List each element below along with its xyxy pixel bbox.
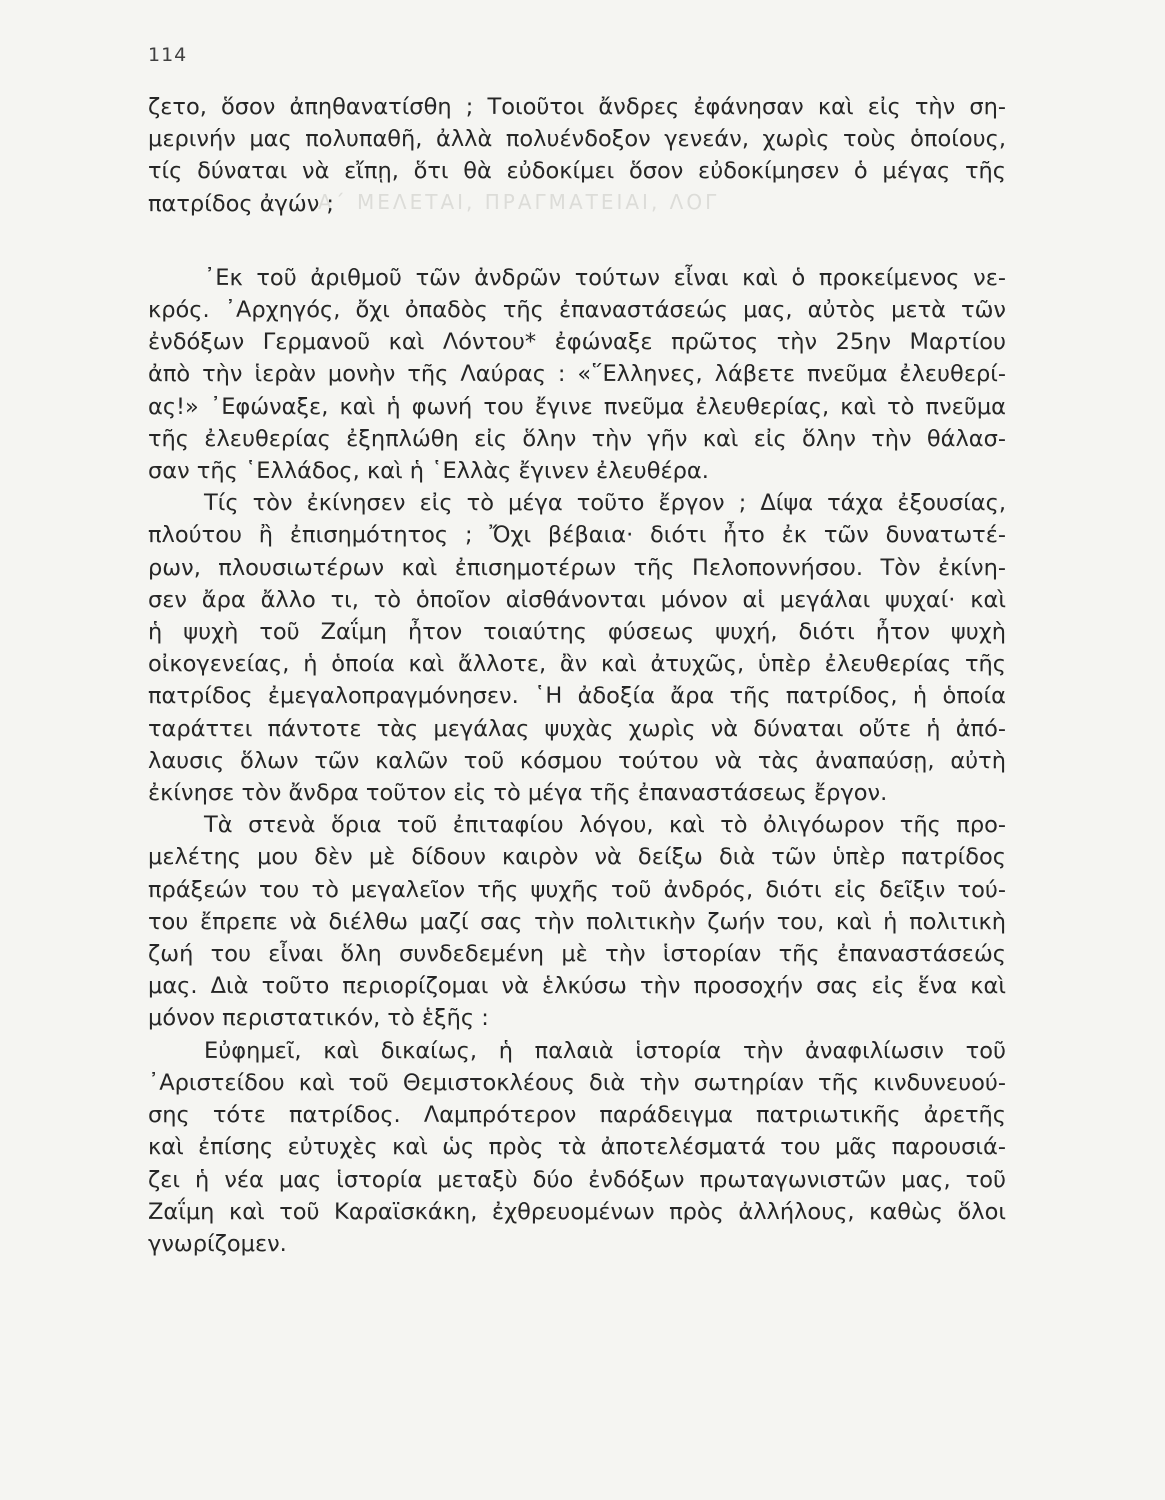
text-line: Εὐφημεῖ, καὶ δικαίως, ἡ παλαιὰ ἱστορία τὴν ἀναφιλίωσιν τοῦ: [204, 1037, 1006, 1064]
paragraph-1: [148, 91, 1006, 220]
text-line: μερινήν μας πολυπαθῆ, ἀλλὰ πολυένδοξον γενεάν, χωρὶς τοὺς ὁποίους,: [148, 126, 1006, 153]
paragraph-2: [148, 262, 1006, 487]
text-line: Τίς τὸν ἐκίνησεν εἰς τὸ μέγα τοῦτο ἔργον ; Δίψα τάχα ἐξουσίας,: [204, 490, 1006, 517]
paragraph-4: [148, 809, 1006, 1034]
text-line: μελέτης μου δὲν μὲ δίδουν καιρὸν νὰ δείξω διὰ τῶν ὑπὲρ πατρίδος: [148, 844, 1006, 871]
text-line: ζωή του εἶναι ὅλη συνδεδεμένη μὲ τὴν ἱστορίαν τῆς ἐπαναστάσεώς: [148, 941, 1006, 968]
paragraph-5: [148, 1035, 1006, 1260]
page-number: 114: [148, 44, 188, 66]
text-line: σης τότε πατρίδος. Λαμπρότερον παράδειγμα πατριωτικῆς ἀρετῆς: [148, 1102, 1006, 1129]
text-line: ταράττει πάντοτε τὰς μεγάλας ψυχὰς χωρὶς νὰ δύναται οὔτε ἡ ἀπό-: [148, 715, 1006, 742]
show-through-decoration: Α΄ ΜΕΛΕΤΑΙ, ΠΡΑΓΜΑΤΕΙΑΙ, ΛΟΓ: [318, 190, 720, 214]
text-line: ᾿Αριστείδου καὶ τοῦ Θεμιστοκλέους διὰ τὴν σωτηρίαν τῆς κινδυνευού-: [148, 1069, 1006, 1096]
text-line: ζετο, ὅσον ἀπηθανατίσθη ; Τοιοῦτοι ἄνδρες ἐφάνησαν καὶ εἰς τὴν ση-: [148, 94, 1006, 120]
text-line: ρων, πλουσιωτέρων καὶ ἐπισημοτέρων τῆς Πελοποννήσου. Τὸν ἐκίνη-: [148, 554, 1006, 581]
text-line: κρός. ᾿Αρχηγός, ὄχι ὀπαδὸς τῆς ἐπαναστάσεώς μας, αὐτὸς μετὰ τῶν: [148, 297, 1006, 324]
text-line: Ζαΐμη καὶ τοῦ Καραϊσκάκη, ἐχθρευομένων πρὸς ἀλλήλους, καθὼς ὅλοι: [148, 1198, 1006, 1225]
text-line: ἀπὸ τὴν ἱερὰν μονὴν τῆς Λαύρας : «῞Ελληνες, λάβετε πνεῦμα ἐλευθερί-: [148, 361, 1006, 388]
body-text: [148, 91, 1006, 1260]
text-line: τῆς ἐλευθερίας ἐξηπλώθη εἰς ὅλην τὴν γῆν καὶ εἰς ὅλην τὴν θάλασ-: [148, 425, 1006, 452]
text-line: λαυσις ὅλων τῶν καλῶν τοῦ κόσμου τούτου νὰ τὰς ἀναπαύσῃ, αὐτὴ: [148, 747, 1006, 774]
paragraph-gap: [148, 220, 1006, 262]
text-line: ζει ἡ νέα μας ἱστορία μεταξὺ δύο ἐνδόξων πρωταγωνιστῶν μας, τοῦ: [148, 1166, 1006, 1193]
text-line: ας!» ᾿Εφώναξε, καὶ ἡ φωνή του ἔγινε πνεῦμα ἐλευθερίας, καὶ τὸ πνεῦμα: [148, 393, 1006, 420]
text-line: Τὰ στενὰ ὅρια τοῦ ἐπιταφίου λόγου, καὶ τὸ ὀλιγόωρον τῆς προ-: [204, 812, 1006, 839]
text-line: πλούτου ἢ ἐπισημότητος ; Ὄχι βέβαια· διότι ἦτο ἐκ τῶν δυνατωτέ-: [148, 522, 1006, 549]
text-line: γνωρίζομεν.: [148, 1230, 287, 1257]
text-line: καὶ ἐπίσης εὐτυχὲς καὶ ὡς πρὸς τὰ ἀποτελέσματά του μᾶς παρουσιά-: [148, 1134, 1006, 1161]
text-line: ἡ ψυχὴ τοῦ Ζαΐμη ἦτον τοιαύτης φύσεως ψυχή, διότι ἦτον ψυχὴ: [148, 619, 1006, 646]
text-line: τίς δύναται νὰ εἴπῃ, ὅτι θὰ εὐδοκίμει ὅσον εὐδοκίμησεν ὁ μέγας τῆς: [148, 158, 1006, 185]
text-line: ἐκίνησε τὸν ἄνδρα τοῦτον εἰς τὸ μέγα τῆς ἐπαναστάσεως ἔργον.: [148, 780, 888, 807]
text-line: σεν ἄρα ἄλλο τι, τὸ ὁποῖον αἰσθάνονται μόνον αἱ μεγάλαι ψυχαί· καὶ: [148, 586, 1006, 613]
text-line: πατρίδος ἐμεγαλοπραγμόνησεν. ῾Η ἀδοξία ἄρα τῆς πατρίδος, ἡ ὁποία: [148, 683, 1006, 710]
text-line: πράξεών του τὸ μεγαλεῖον τῆς ψυχῆς τοῦ ἀνδρός, διότι εἰς δεῖξιν τού-: [148, 876, 1006, 903]
text-line: μόνον περιστατικόν, τὸ ἑξῆς :: [148, 1005, 489, 1032]
text-line: ᾿Εκ τοῦ ἀριθμοῦ τῶν ἀνδρῶν τούτων εἶναι καὶ ὁ προκείμενος νε-: [204, 264, 1006, 291]
paragraph-3: [148, 487, 1006, 809]
text-line: σαν τῆς ῾Ελλάδος, καὶ ἡ ῾Ελλὰς ἔγινεν ἐλευθέρα.: [148, 458, 709, 485]
text-line: πατρίδος ἀγών ;: [148, 190, 334, 217]
text-line: του ἔπρεπε νὰ διέλθω μαζί σας τὴν πολιτικὴν ζωήν του, καὶ ἡ πολιτικὴ: [148, 908, 1006, 935]
text-line: ἐνδόξων Γερμανοῦ καὶ Λόντου* ἐφώναξε πρῶτος τὴν 25ην Μαρτίου: [148, 329, 1006, 356]
text-line: οἰκογενείας, ἡ ὁποία καὶ ἄλλοτε, ἂν καὶ ἀτυχῶς, ὑπὲρ ἐλευθερίας τῆς: [148, 651, 1006, 678]
text-line: μας. Διὰ τοῦτο περιορίζομαι νὰ ἑλκύσω τὴν προσοχήν σας εἰς ἕνα καὶ: [148, 973, 1006, 1000]
